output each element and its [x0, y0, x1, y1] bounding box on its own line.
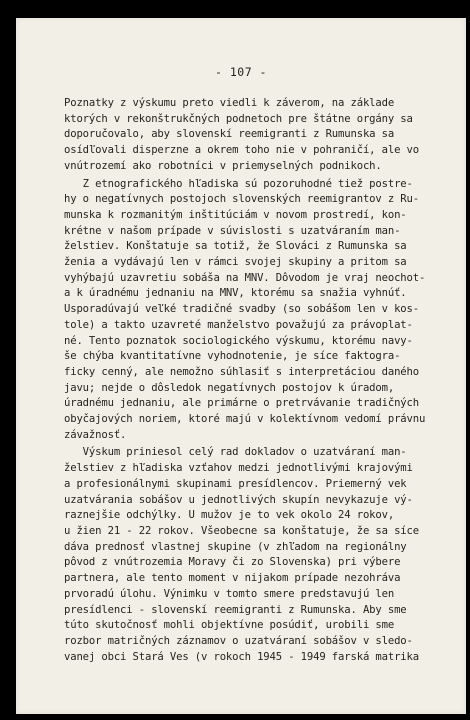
text-line: osídľovali disperzne a okrem toho nie v pohraničí, ale vo	[64, 144, 419, 157]
text-line: pôvod z vnútrozemia Moravy či zo Slovenska) pri výbere	[64, 556, 401, 569]
text-line: raznejšie odchýlky. U mužov je to vek okolo 24 rokov,	[64, 509, 395, 522]
text-line: hy o negatívnych postojoch slovenských reemigrantov z Ru-	[64, 193, 419, 206]
text-line: vyhýbajú uzavretiu sobáša na MNV. Dôvodom je vraj neochot-	[64, 271, 426, 284]
text-line: Z etnografického hľadiska sú pozoruhodné tiež postre-	[64, 177, 413, 190]
text-line: uzatvárania sobášov u jednotlivých skupín nevykazuje vý-	[64, 493, 413, 506]
text-line: ženia a vydávajú len v rámci svojej skupiny a pritom sa	[64, 256, 407, 269]
text-line: úradnému jednaniu, ale primárne o pretrvávanie tradičných	[64, 397, 419, 410]
text-line: Usporadúvajú veľké tradičné svadby (so sobášom len v kos-	[64, 303, 419, 316]
paragraph	[64, 177, 454, 444]
text-line: doporučovalo, aby slovenskí reemigranti z Rumunska sa	[64, 128, 395, 141]
text-line: a k úradnému jednaniu na MNV, ktorému sa snažia vyhnúť.	[64, 287, 407, 300]
document-page	[16, 18, 466, 714]
text-line: u žien 21 - 22 rokov. Všeobecne sa konštatuje, že sa síce	[64, 524, 419, 537]
text-line: rozbor matričných záznamov o uzatváraní sobášov v sledo-	[64, 634, 413, 647]
text-line: obyčajových noriem, ktoré majú v kolektívnom vedomí právnu	[64, 413, 426, 426]
text-line: želstiev z hľadiska vzťahov medzi jednotlivými krajovými	[64, 462, 413, 475]
text-line: partnera, ale tento moment v nijakom prípade nezohráva	[64, 572, 401, 585]
text-line: vnútrozemí ako robotníci v priemyselných podnikoch.	[64, 159, 382, 172]
text-line: še chýba kvantitatívne vyhodnotenie, je síce faktogra-	[64, 350, 401, 363]
page-number: - 107 -	[215, 65, 267, 79]
body-text	[64, 96, 454, 665]
text-line: želstiev. Konštatuje sa totiž, že Slováci z Rumunska sa	[64, 240, 407, 253]
text-line: a profesionálnymi skupinami presídlencov. Priemerný vek	[64, 477, 407, 490]
text-line: dáva prednosť vlastnej skupine (v zhľadom na regionálny	[64, 540, 407, 553]
text-line: ficky cenný, ale nemožno súhlasiť s interpretáciou daného	[64, 365, 419, 378]
paragraph	[64, 445, 454, 665]
text-line: vanej obci Stará Ves (v rokoch 1945 - 1949 farská matrika	[64, 650, 419, 663]
text-line: né. Tento poznatok sociologického výskumu, ktorému navy-	[64, 334, 413, 347]
text-line: ktorých v rekonštrukčných podnetoch pre štátne orgány sa	[64, 112, 413, 125]
text-line: Výskum priniesol celý rad dokladov o uzatváraní man-	[64, 446, 407, 459]
text-line: presídlenci - slovenskí reemigranti z Rumunska. Aby sme	[64, 603, 407, 616]
paragraph	[64, 96, 454, 175]
text-line: munska k rozmanitým inštitúciám v novom prostredí, kon-	[64, 208, 407, 221]
text-line: Poznatky z výskumu preto viedli k záverom, na základe	[64, 97, 395, 109]
text-line: prvoradú úlohu. Výnimku v tomto smere predstavujú len	[64, 587, 395, 600]
text-line: túto skutočnosť mohli objektívne posúdiť, urobili sme	[64, 619, 395, 632]
text-line: javu; nejde o dôsledok negatívnych postojov k úradom,	[64, 381, 395, 394]
text-line: krétne v našom prípade v súvislosti s uzatváraním man-	[64, 224, 401, 237]
text-line: tole) a takto uzavreté manželstvo považujú za právoplat-	[64, 318, 413, 331]
text-line: závažnosť.	[64, 428, 127, 441]
